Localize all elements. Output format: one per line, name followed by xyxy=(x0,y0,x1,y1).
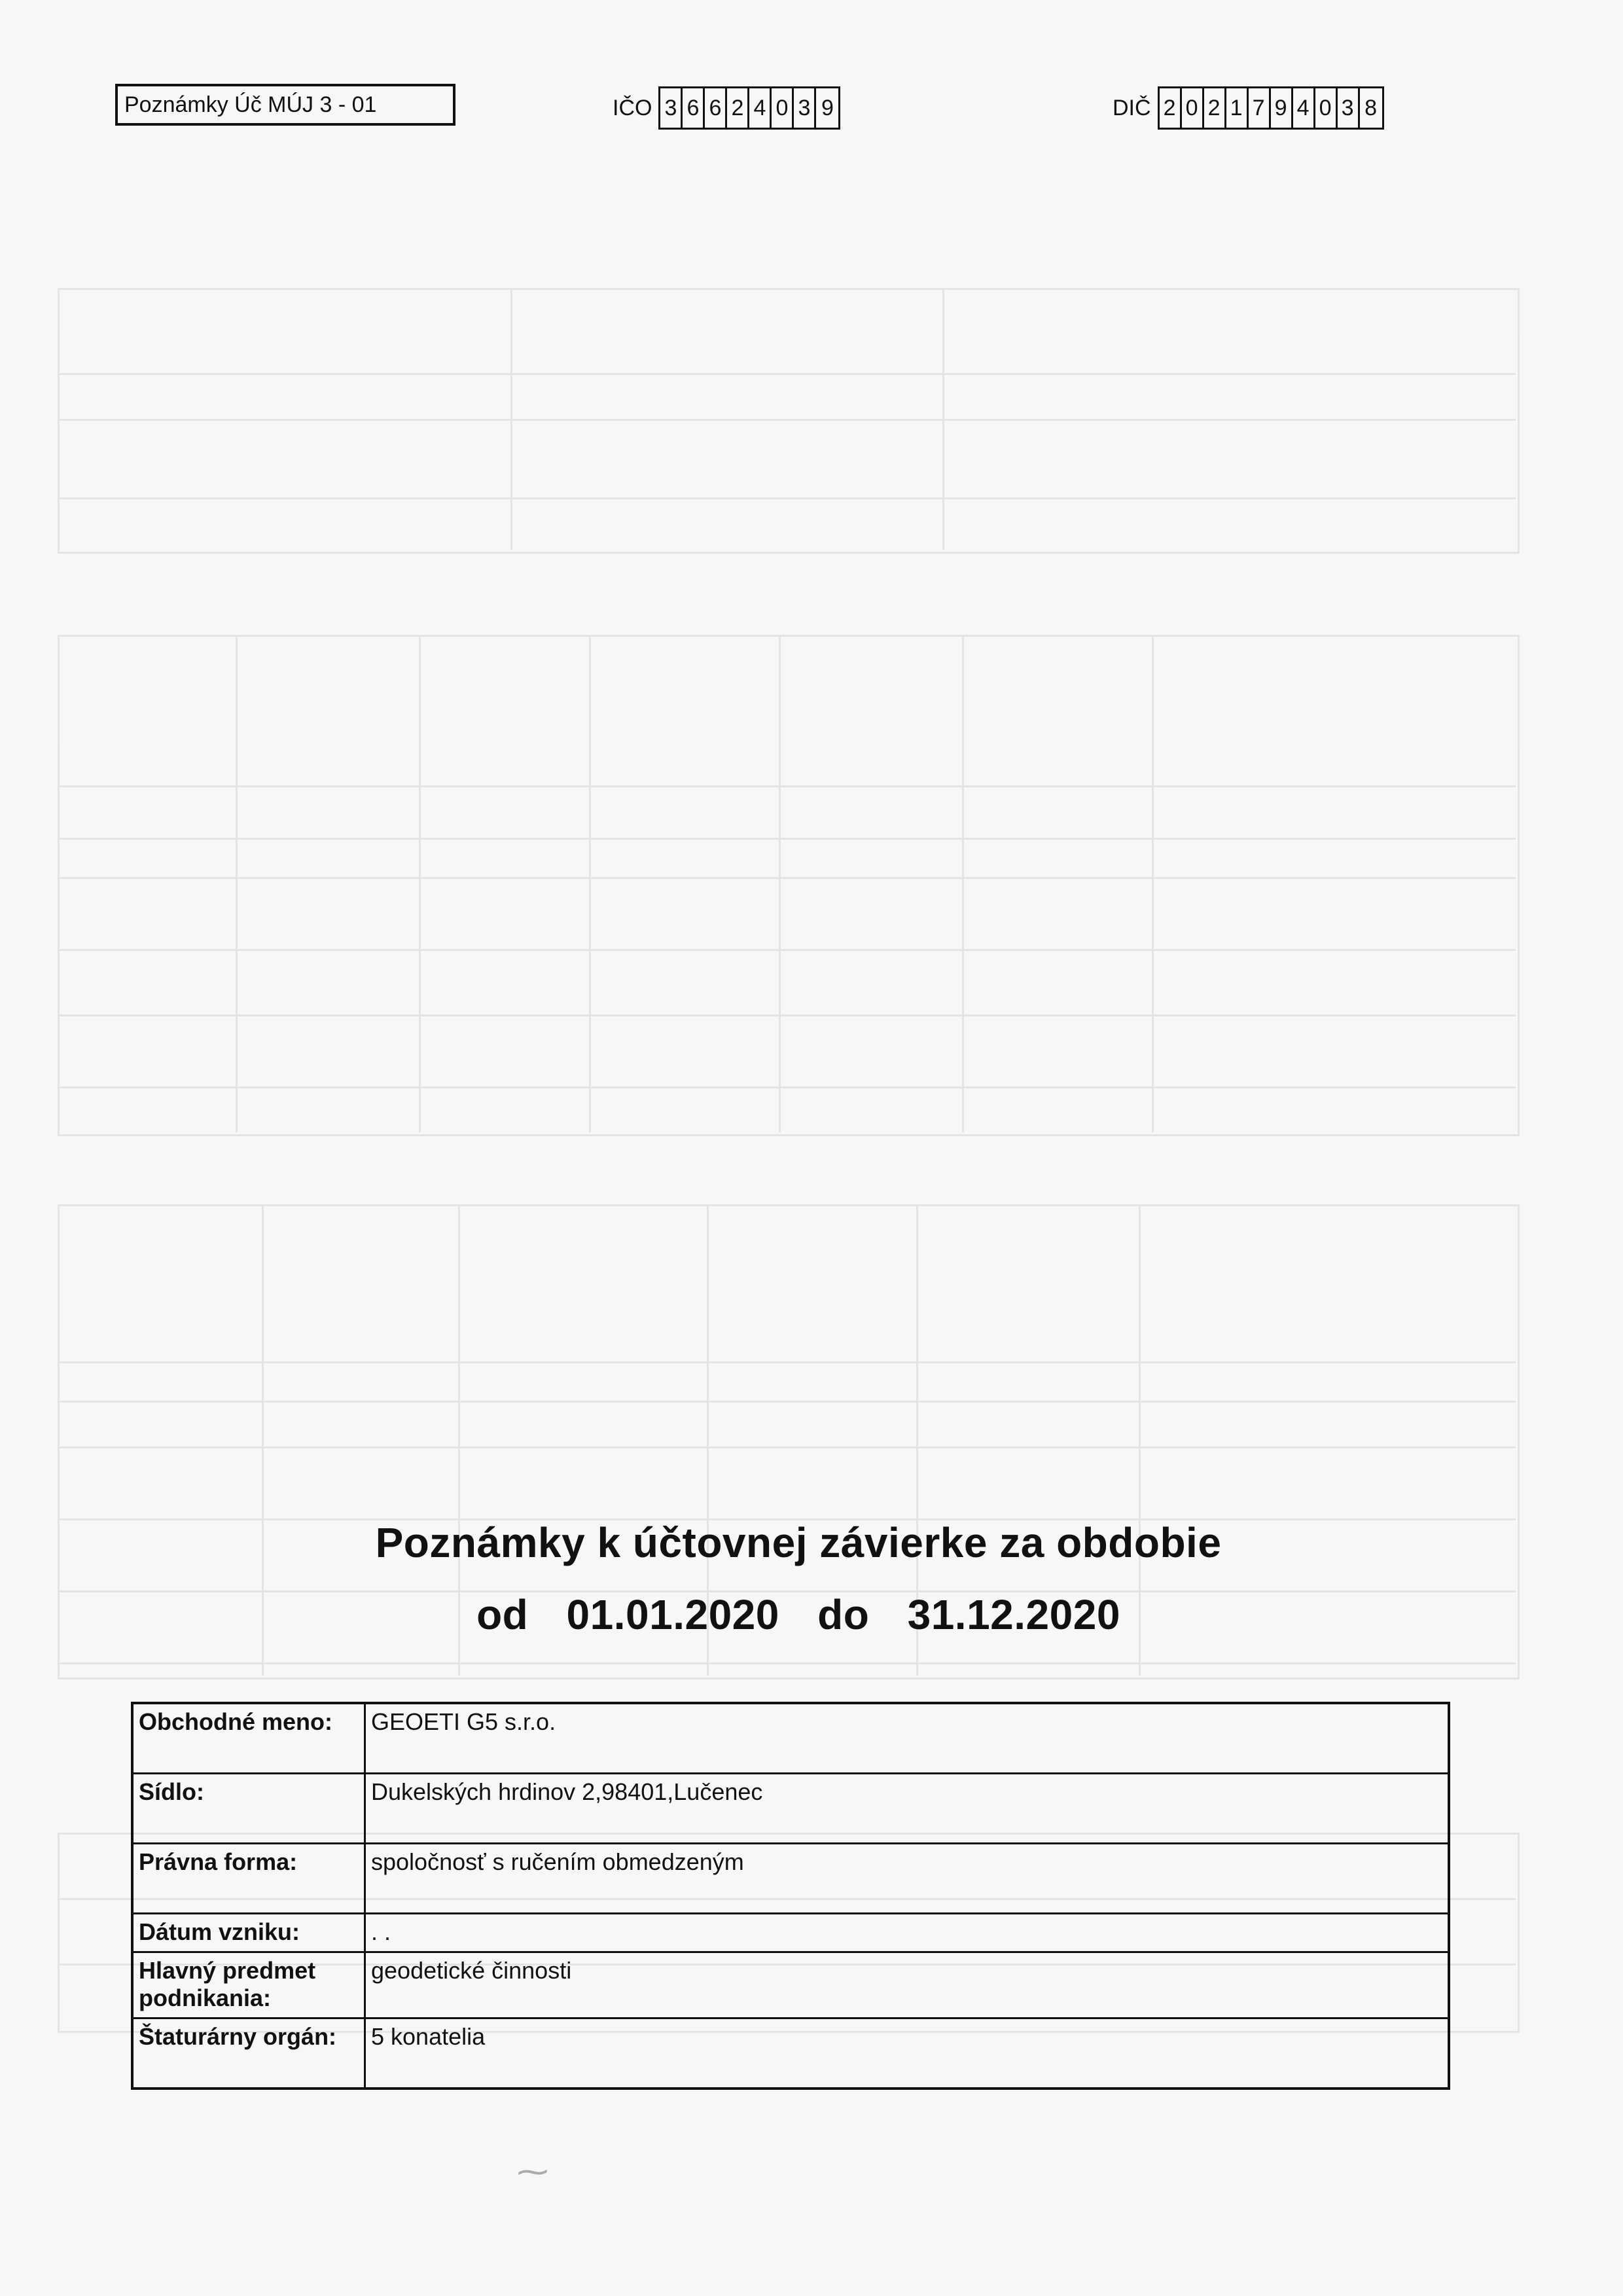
ico-label: IČO xyxy=(613,95,652,120)
ico-digit: 0 xyxy=(772,88,794,128)
dic-digit: 0 xyxy=(1182,88,1204,128)
dic-digit: 2 xyxy=(1160,88,1182,128)
ico-digit: 6 xyxy=(705,88,727,128)
table-row xyxy=(132,1703,1449,1774)
ico-digit-boxes xyxy=(658,86,840,130)
dic-digit: 4 xyxy=(1293,88,1315,128)
dic-label: DIČ xyxy=(1113,95,1151,120)
company-info-table xyxy=(131,1702,1450,2090)
document-title: Poznámky k účtovnej závierke za obdobie xyxy=(375,1519,1222,1566)
form-code-text: Poznámky Úč MÚJ 3 - 01 xyxy=(124,92,377,117)
seat-label: Sídlo: xyxy=(132,1774,365,1844)
form-code-box xyxy=(115,84,455,126)
ico-digit: 2 xyxy=(727,88,749,128)
dic-digit: 9 xyxy=(1271,88,1293,128)
dic-digit: 2 xyxy=(1204,88,1226,128)
statutory-body-label: Štaturárny orgán: xyxy=(132,2018,365,2089)
dic-digit: 0 xyxy=(1315,88,1338,128)
table-row xyxy=(132,1914,1449,1952)
main-activity-value: geodetické činnosti xyxy=(365,1952,1450,2018)
legal-form-value: spoločnosť s ručením obmedzeným xyxy=(365,1844,1450,1914)
table-row xyxy=(132,1952,1449,2018)
dic-field xyxy=(1113,86,1384,130)
ico-digit: 3 xyxy=(794,88,816,128)
dic-digit: 8 xyxy=(1364,96,1378,120)
founding-date-label: Dátum vzniku: xyxy=(132,1914,365,1952)
dic-digit: 3 xyxy=(1338,88,1360,128)
dic-digit: 1 xyxy=(1226,88,1249,128)
founding-date-value: . . xyxy=(365,1914,1450,1952)
company-name-label: Obchodné meno: xyxy=(132,1703,365,1774)
dic-digit: 7 xyxy=(1249,88,1271,128)
ico-digit: 3 xyxy=(660,88,683,128)
statutory-body-value: 5 konatelia xyxy=(365,2018,1450,2089)
legal-form-label: Právna forma: xyxy=(132,1844,365,1914)
dic-digit-boxes xyxy=(1158,86,1384,130)
table-row xyxy=(132,1774,1449,1844)
ico-digit: 9 xyxy=(821,96,834,120)
ico-digit: 4 xyxy=(749,88,772,128)
seat-value: Dukelských hrdinov 2,98401,Lučenec xyxy=(365,1774,1450,1844)
ink-smudge: ⁓ xyxy=(517,2155,548,2189)
table-row xyxy=(132,1844,1449,1914)
main-activity-label: Hlavný predmet podnikania: xyxy=(132,1952,365,2018)
company-name-value: GEOETI G5 s.r.o. xyxy=(365,1703,1450,1774)
document-period: od 01.01.2020 do 31.12.2020 xyxy=(476,1591,1120,1638)
ico-field xyxy=(613,86,840,130)
ico-digit: 6 xyxy=(683,88,705,128)
table-row xyxy=(132,2018,1449,2089)
